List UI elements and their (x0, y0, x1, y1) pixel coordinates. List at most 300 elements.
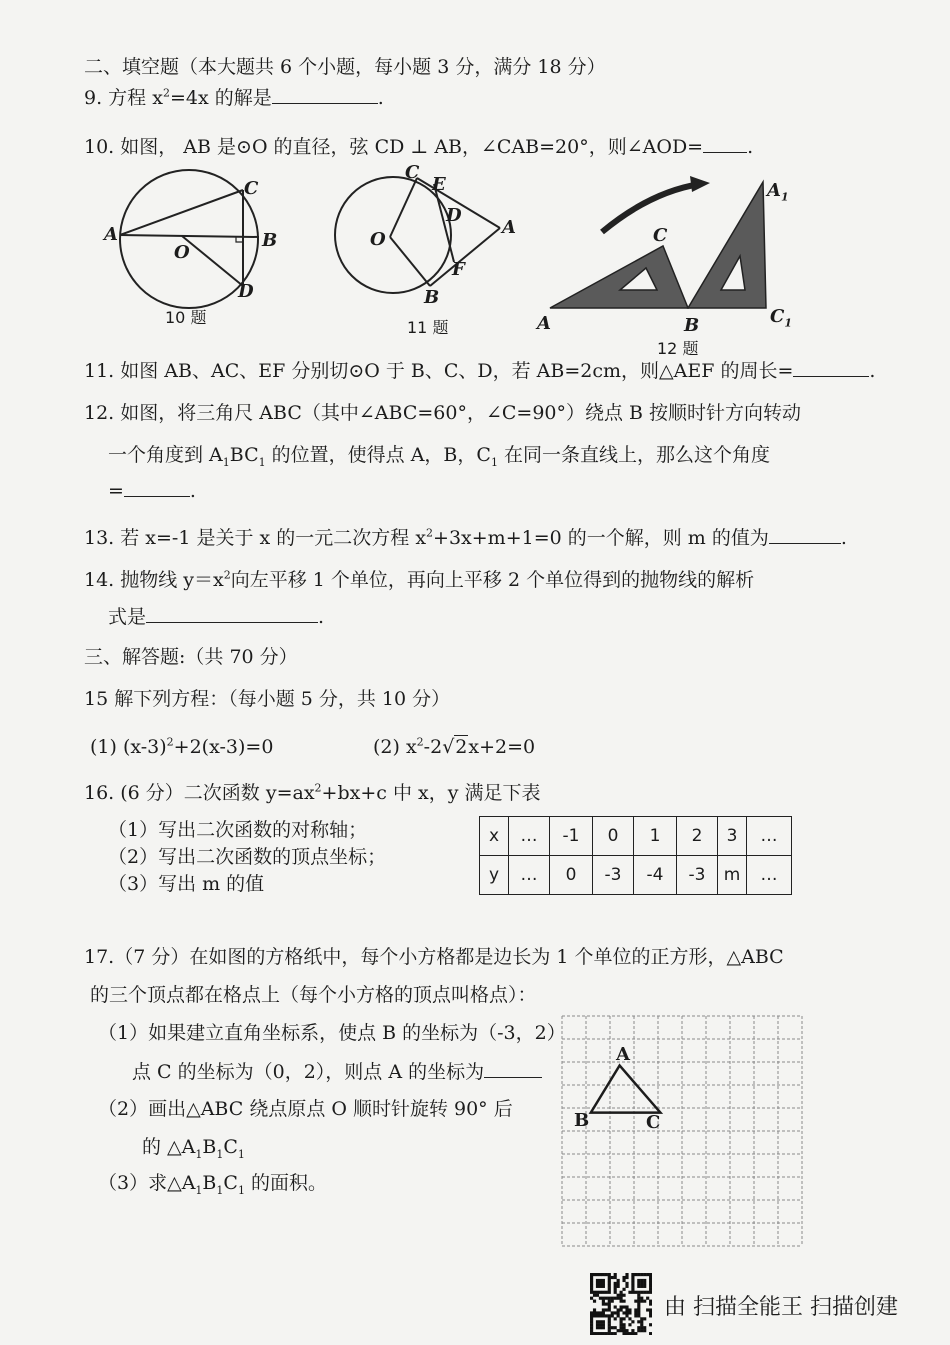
qr-module (593, 1311, 596, 1314)
fig12-label-c1 (770, 306, 792, 330)
qr-module (614, 1291, 617, 1294)
qr-module (611, 1297, 614, 1300)
qr-module (614, 1332, 617, 1335)
fig12-label-a: A (537, 313, 551, 334)
qr-module (611, 1326, 614, 1329)
question-14-line-1 (84, 568, 754, 592)
qr-module (620, 1294, 623, 1297)
qr-module (643, 1285, 646, 1288)
qr-module (631, 1332, 634, 1335)
qr-code-icon (590, 1273, 652, 1335)
qr-module (643, 1291, 646, 1294)
q17-p3-b: B (202, 1172, 217, 1194)
fig10-label-b: B (262, 230, 278, 251)
question-17-line-2: 的三个顶点都在格点上（每个小方格的顶点叫格点）： (90, 984, 537, 1006)
q15-p1-b: +2(x-3)=0 (173, 736, 274, 758)
qr-module (605, 1273, 608, 1276)
question-12-line-3 (108, 478, 196, 503)
qr-module (622, 1276, 625, 1279)
qr-module (617, 1279, 620, 1282)
qr-module (620, 1300, 623, 1303)
q9-end: . (377, 87, 384, 109)
qr-module (637, 1311, 640, 1314)
table-cell: … (747, 817, 792, 856)
qr-module (608, 1282, 611, 1285)
fig10-label-o: O (174, 242, 190, 263)
qr-module (614, 1326, 617, 1329)
qr-module (640, 1297, 643, 1300)
q17-p3-s2: 1 (216, 1183, 224, 1197)
qr-module (596, 1323, 599, 1326)
sqrt-sign-icon: √ (442, 736, 455, 758)
qr-module (643, 1317, 646, 1320)
qr-module (605, 1297, 608, 1300)
qr-module (628, 1317, 631, 1320)
qr-module (611, 1314, 614, 1317)
qr-module (649, 1282, 652, 1285)
qr-module (590, 1273, 593, 1276)
q9-answer-blank[interactable] (272, 85, 378, 104)
qr-module (596, 1311, 599, 1314)
qr-module (649, 1285, 652, 1288)
qr-module (605, 1303, 608, 1306)
qr-module (599, 1279, 602, 1282)
qr-module (631, 1288, 634, 1291)
qr-module (614, 1276, 617, 1279)
qr-module (599, 1323, 602, 1326)
qr-module (596, 1326, 599, 1329)
qr-module (640, 1323, 643, 1326)
table-cell: x (480, 817, 509, 856)
qr-module (622, 1279, 625, 1282)
qr-module (602, 1314, 605, 1317)
qr-module (602, 1332, 605, 1335)
qr-module (637, 1297, 640, 1300)
qr-module (602, 1273, 605, 1276)
q14-b: 向左平移 1 个单位，再向上平移 2 个单位得到的抛物线的解析 (230, 569, 755, 591)
q16-item-2: （2）写出二次函数的顶点坐标； (108, 846, 387, 868)
qr-module (593, 1291, 596, 1294)
qr-module (625, 1311, 628, 1314)
qr-module (590, 1320, 593, 1323)
qr-module (631, 1329, 634, 1332)
qr-module (617, 1282, 620, 1285)
qr-module (649, 1279, 652, 1282)
qr-module (602, 1279, 605, 1282)
qr-module (590, 1314, 593, 1317)
q12-l2-a: 一个角度到 A (108, 444, 223, 466)
qr-module (649, 1323, 652, 1326)
table-cell: 2 (677, 817, 718, 856)
qr-module (646, 1297, 649, 1300)
q12-end: . (189, 480, 196, 502)
q12-l2-c: 的位置，使得点 A，B，C (265, 444, 491, 466)
qr-module (622, 1323, 625, 1326)
qr-module (625, 1308, 628, 1311)
qr-module (611, 1300, 614, 1303)
table-cell: … (747, 856, 792, 895)
q14-answer-blank[interactable] (146, 604, 318, 623)
qr-module (614, 1317, 617, 1320)
qr-module (602, 1311, 605, 1314)
fig12-label-a1 (767, 180, 789, 204)
qr-module (596, 1291, 599, 1294)
q11-text: 11. 如图 AB、AC、EF 分别切⊙O 于 B、C、D，若 AB=2cm，则△AEF 的周长= (84, 360, 794, 382)
qr-module (631, 1291, 634, 1294)
table-cell: 3 (718, 817, 747, 856)
qr-module (622, 1288, 625, 1291)
q17-answer-blank[interactable] (484, 1059, 542, 1078)
qr-module (608, 1300, 611, 1303)
qr-module (634, 1300, 637, 1303)
q17-p3-c: C (223, 1172, 238, 1194)
table-cell: 0 (550, 856, 593, 895)
qr-module (622, 1300, 625, 1303)
qr-module (620, 1326, 623, 1329)
section-2-heading: 二、填空题（本大题共 6 个小题，每小题 3 分，满分 18 分） (84, 56, 606, 78)
grid-label-b: B (574, 1110, 590, 1131)
qr-module (625, 1314, 628, 1317)
qr-module (617, 1285, 620, 1288)
square-grid-paper (556, 1010, 806, 1250)
fig11-label-d: D (446, 205, 462, 226)
qr-module (590, 1276, 593, 1279)
section-3-heading: 三、解答题:（共 70 分） (84, 646, 298, 668)
qr-module (634, 1273, 637, 1276)
qr-module (640, 1279, 643, 1282)
qr-module (608, 1329, 611, 1332)
qr-module (640, 1285, 643, 1288)
qr-module (631, 1279, 634, 1282)
table-cell: … (509, 817, 550, 856)
qr-module (649, 1273, 652, 1276)
q12-answer-blank[interactable] (124, 478, 190, 497)
grid-label-c: C (646, 1112, 661, 1133)
qr-module (608, 1317, 611, 1320)
qr-module (596, 1294, 599, 1297)
qr-module (625, 1332, 628, 1335)
qr-module (637, 1305, 640, 1308)
qr-module (599, 1285, 602, 1288)
q15-part-2 (373, 735, 535, 759)
qr-module (637, 1320, 640, 1323)
qr-module (637, 1326, 640, 1329)
qr-module (631, 1320, 634, 1323)
qr-module (617, 1297, 620, 1300)
q16-a: 16. (6 分）二次函数 y=ax (84, 782, 315, 804)
question-12-line-1: 12. 如图，将三角尺 ABC（其中∠ABC=60°，∠C=90°）绕点 B 按顺时针方向转动 (84, 402, 802, 424)
table-cell: 0 (593, 817, 634, 856)
fig12-c1-letter: C (770, 306, 785, 327)
qr-module (617, 1311, 620, 1314)
qr-module (599, 1297, 602, 1300)
qr-module (637, 1285, 640, 1288)
table-row-y (480, 856, 792, 895)
grid-label-a: A (616, 1044, 630, 1065)
qr-module (631, 1276, 634, 1279)
qr-module (599, 1291, 602, 1294)
table-cell: 1 (634, 817, 677, 856)
qr-module (625, 1273, 628, 1276)
qr-module (593, 1308, 596, 1311)
fig12-c1-sub: 1 (784, 316, 792, 330)
qr-module (599, 1282, 602, 1285)
qr-module (593, 1273, 596, 1276)
qr-module (620, 1291, 623, 1294)
qr-module (608, 1273, 611, 1276)
qr-module (602, 1303, 605, 1306)
question-10 (84, 134, 753, 159)
q11-end: . (869, 360, 876, 382)
q17-part-1b (132, 1059, 542, 1084)
qr-module (631, 1273, 634, 1276)
q14-sup: 2 (223, 568, 231, 582)
qr-module (634, 1332, 637, 1335)
question-16 (84, 781, 540, 805)
fig12-a1-letter: A (767, 180, 781, 201)
q17-p2b-s3: 1 (237, 1147, 245, 1161)
q14-end: . (318, 606, 325, 628)
qr-module (602, 1297, 605, 1300)
q12-l3-eq: = (108, 480, 124, 502)
qr-module (596, 1320, 599, 1323)
qr-module (602, 1282, 605, 1285)
qr-module (590, 1326, 593, 1329)
q15-p2-radicand: 2 (455, 736, 468, 758)
qr-module (628, 1311, 631, 1314)
qr-module (590, 1282, 593, 1285)
qr-module (611, 1311, 614, 1314)
qr-module (637, 1303, 640, 1306)
qr-module (649, 1300, 652, 1303)
q10-answer-blank[interactable] (703, 134, 747, 153)
qr-module (599, 1326, 602, 1329)
q13-a: 13. 若 x=-1 是关于 x 的一元二次方程 x (84, 527, 427, 549)
qr-module (593, 1332, 596, 1335)
qr-module (622, 1332, 625, 1335)
qr-module (617, 1329, 620, 1332)
qr-module (637, 1291, 640, 1294)
qr-module (590, 1288, 593, 1291)
qr-module (614, 1288, 617, 1291)
q12-l2-s1: 1 (222, 455, 230, 469)
q17-p3-s1: 1 (195, 1183, 203, 1197)
qr-module (614, 1305, 617, 1308)
fig10-caption: 10 题 (165, 308, 207, 327)
qr-module (643, 1273, 646, 1276)
qr-module (620, 1305, 623, 1308)
question-12-line-2 (108, 443, 770, 467)
qr-module (628, 1332, 631, 1335)
q9-sup: 2 (162, 86, 170, 100)
q13-end: . (840, 527, 847, 549)
qr-module (625, 1329, 628, 1332)
qr-module (640, 1300, 643, 1303)
qr-module (628, 1308, 631, 1311)
qr-module (620, 1317, 623, 1320)
qr-module (622, 1326, 625, 1329)
qr-module (608, 1308, 611, 1311)
qr-module (637, 1273, 640, 1276)
table-cell: -3 (593, 856, 634, 895)
qr-module (617, 1294, 620, 1297)
fig11-caption: 11 题 (407, 318, 449, 337)
fig12-label-c: C (653, 225, 668, 246)
qr-module (634, 1311, 637, 1314)
fig10-label-d: D (238, 281, 254, 302)
q11-answer-blank[interactable] (793, 358, 869, 377)
qr-module (622, 1305, 625, 1308)
q15-p2-c: x+2=0 (468, 736, 536, 758)
fig10-label-c: C (244, 178, 259, 199)
qr-module (596, 1314, 599, 1317)
qr-module (643, 1282, 646, 1285)
qr-module (605, 1314, 608, 1317)
fig11-label-o: O (370, 229, 386, 250)
q17-p3-s3: 1 (237, 1183, 245, 1197)
qr-module (634, 1314, 637, 1317)
qr-module (637, 1279, 640, 1282)
qr-module (602, 1285, 605, 1288)
question-13 (84, 525, 847, 550)
qr-module (593, 1300, 596, 1303)
qr-module (599, 1332, 602, 1335)
q17-p3-d: 的面积。 (244, 1172, 327, 1194)
question-17-line-1: 17.（7 分）在如图的方格纸中，每个小方格都是边长为 1 个单位的正方形，△ABC (84, 946, 784, 968)
q15-p2-a: (2) x (373, 736, 417, 758)
qr-module (593, 1314, 596, 1317)
qr-module (622, 1294, 625, 1297)
table-cell: -4 (634, 856, 677, 895)
qr-module (590, 1323, 593, 1326)
q12-l2-d: 在同一条直线上，那么这个角度 (497, 444, 770, 466)
q17-part-2b (142, 1135, 245, 1159)
q9-suffix: =4x 的解是 (169, 87, 272, 109)
qr-module (622, 1317, 625, 1320)
qr-module (640, 1291, 643, 1294)
qr-module (590, 1329, 593, 1332)
qr-module (596, 1279, 599, 1282)
qr-module (637, 1329, 640, 1332)
qr-module (625, 1285, 628, 1288)
qr-module (608, 1297, 611, 1300)
qr-module (596, 1285, 599, 1288)
q15-p1-sup: 2 (166, 735, 174, 749)
q17-p1b-text: 点 C 的坐标为（0，2），则点 A 的坐标为 (132, 1061, 485, 1083)
q12-l2-s2: 1 (258, 455, 266, 469)
qr-module (608, 1291, 611, 1294)
q12-l2-b: BC (229, 444, 259, 466)
qr-module (640, 1320, 643, 1323)
qr-module (620, 1308, 623, 1311)
q12-l2-s3: 1 (490, 455, 498, 469)
qr-module (590, 1279, 593, 1282)
triangle-abc (591, 1065, 661, 1112)
qr-module (649, 1276, 652, 1279)
qr-module (646, 1308, 649, 1311)
table-cell: … (509, 856, 550, 895)
table-row-x (480, 817, 792, 856)
table-cell: m (718, 856, 747, 895)
fig11-label-f: F (452, 259, 465, 280)
table-cell: -1 (550, 817, 593, 856)
qr-module (605, 1308, 608, 1311)
qr-module (596, 1282, 599, 1285)
qr-module (620, 1297, 623, 1300)
qr-module (625, 1276, 628, 1279)
q17-part-3 (98, 1171, 327, 1195)
qr-module (622, 1329, 625, 1332)
qr-module (608, 1314, 611, 1317)
qr-module (602, 1300, 605, 1303)
qr-module (628, 1323, 631, 1326)
qr-module (608, 1332, 611, 1335)
qr-module (590, 1311, 593, 1314)
q10-end: . (747, 136, 754, 158)
q13-b: +3x+m+1=0 的一个解，则 m 的值为 (433, 527, 769, 549)
qr-module (599, 1311, 602, 1314)
qr-module (640, 1273, 643, 1276)
q16-item-1: （1）写出二次函数的对称轴； (108, 819, 368, 841)
qr-module (617, 1314, 620, 1317)
qr-module (614, 1285, 617, 1288)
fig12-caption: 12 题 (657, 339, 699, 358)
q17-part-1a: （1）如果建立直角坐标系，使点 B 的坐标为（-3，2） (98, 1022, 566, 1044)
qr-module (617, 1308, 620, 1311)
qr-module (634, 1291, 637, 1294)
qr-module (599, 1314, 602, 1317)
q15-p2-b: -2 (423, 736, 443, 758)
q14-a: 14. 抛物线 y＝x (84, 569, 224, 591)
figure-11-circle (330, 170, 510, 310)
qr-module (625, 1282, 628, 1285)
q13-answer-blank[interactable] (769, 525, 841, 544)
qr-module (608, 1279, 611, 1282)
qr-module (649, 1311, 652, 1314)
scanner-footer: 由 扫描全能王 扫描创建 (664, 1295, 898, 1320)
qr-module (643, 1300, 646, 1303)
table-cell: -3 (677, 856, 718, 895)
fig11-label-e: E (432, 174, 446, 195)
fig12-label-b: B (684, 315, 700, 336)
qr-module (602, 1308, 605, 1311)
question-9 (84, 85, 384, 110)
qr-module (608, 1288, 611, 1291)
fig11-label-c: C (405, 162, 420, 183)
qr-module (640, 1317, 643, 1320)
question-14-line-2 (108, 604, 324, 629)
qr-module (640, 1282, 643, 1285)
qr-module (631, 1282, 634, 1285)
q15-p1-a: (1) (x-3) (90, 736, 167, 758)
qr-module (614, 1297, 617, 1300)
qr-module (608, 1276, 611, 1279)
q17-p2b-c: C (223, 1136, 238, 1158)
q15-p2-sup: 2 (416, 735, 424, 749)
fig11-label-b: B (424, 287, 440, 308)
qr-module (599, 1320, 602, 1323)
q17-p2b-a: 的 △A (142, 1136, 196, 1158)
q17-p2b-s2: 1 (216, 1147, 224, 1161)
qr-module (599, 1273, 602, 1276)
qr-module (611, 1332, 614, 1335)
qr-module (620, 1329, 623, 1332)
q14-line2: 式是 (108, 606, 147, 628)
fig10-label-a: A (104, 224, 118, 245)
qr-module (628, 1291, 631, 1294)
q16-value-table (479, 816, 792, 895)
qr-module (649, 1288, 652, 1291)
